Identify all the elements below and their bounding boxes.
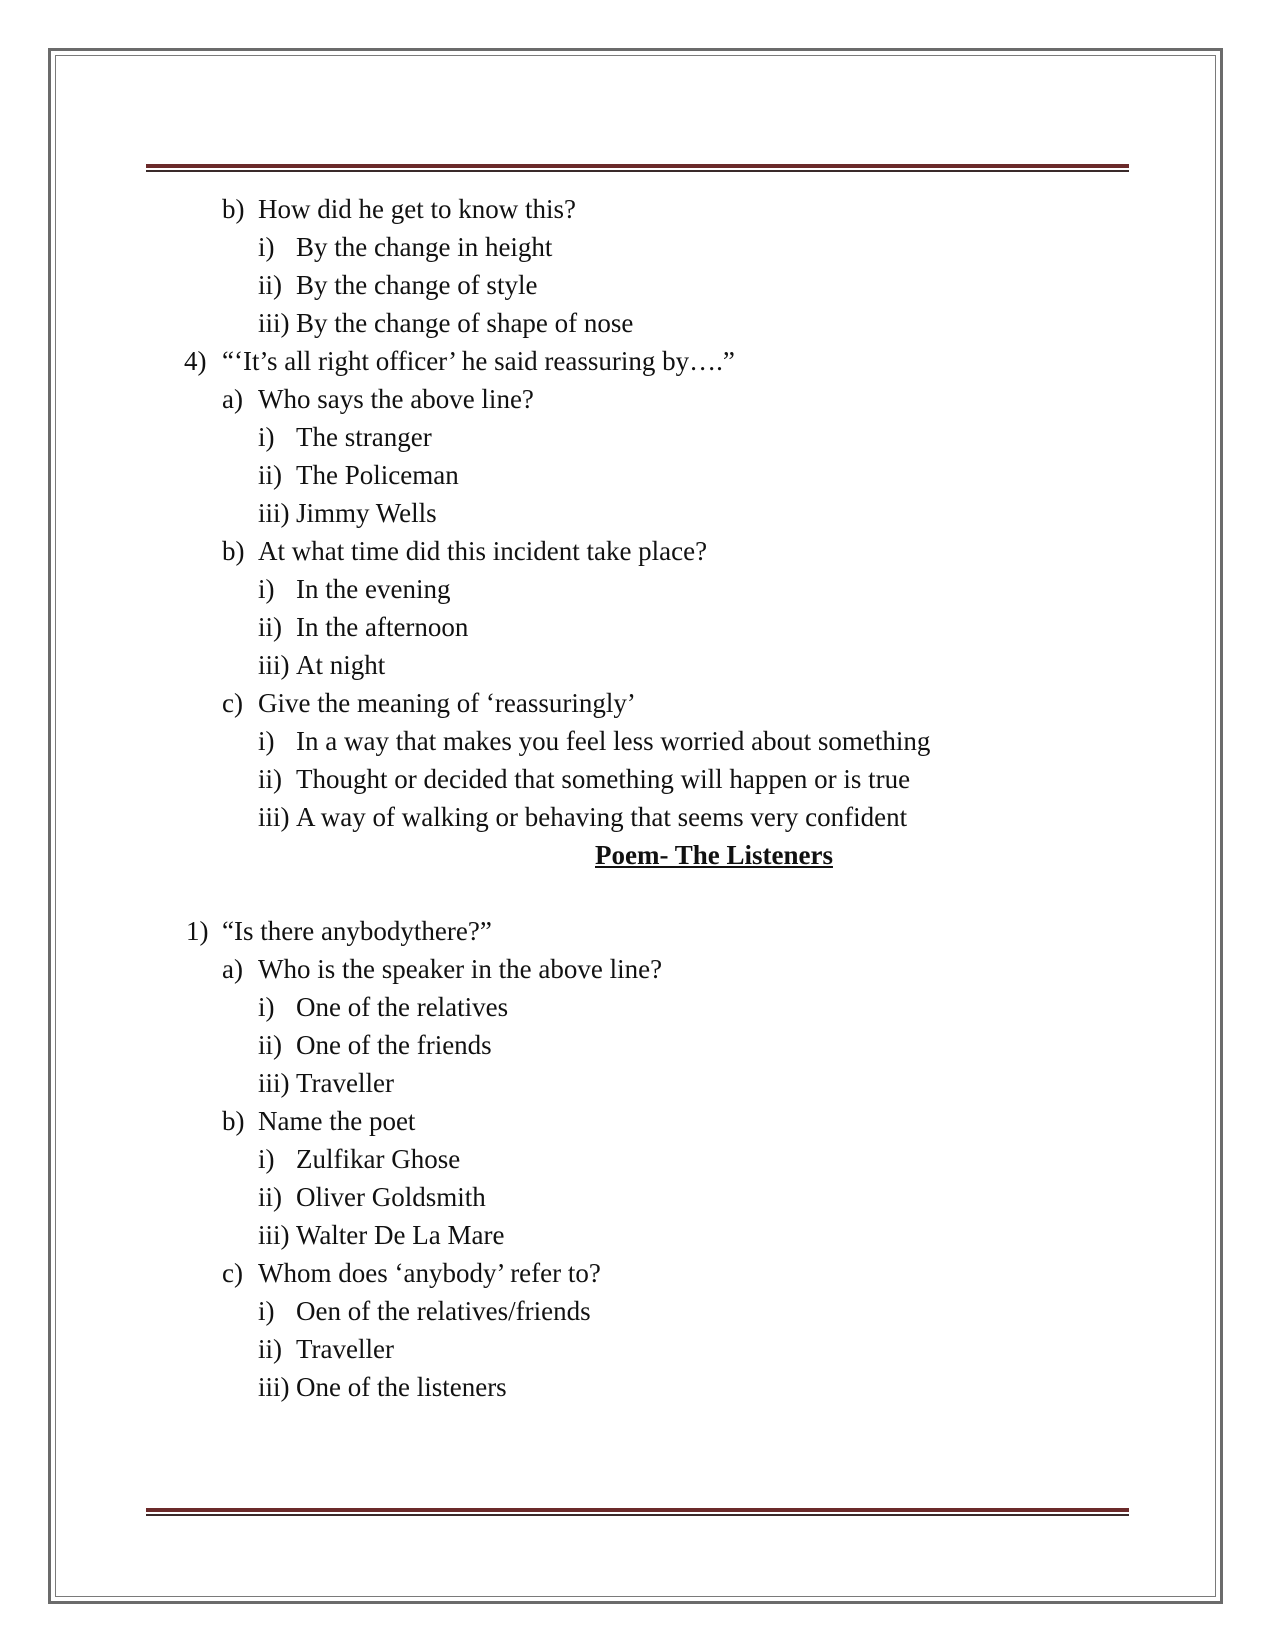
item-text: Zulfikar Ghose bbox=[296, 1144, 461, 1174]
item-text: Jimmy Wells bbox=[296, 498, 437, 528]
item-marker: i) bbox=[258, 992, 275, 1022]
item-text: At what time did this incident take place? bbox=[258, 536, 708, 566]
item-text: In the afternoon bbox=[296, 612, 469, 642]
item-text: How did he get to know this? bbox=[258, 194, 576, 224]
item-marker: 1) bbox=[186, 916, 209, 946]
item-marker: ii) bbox=[258, 1182, 282, 1212]
item-marker: iii) bbox=[258, 308, 290, 338]
item-marker: a) bbox=[222, 954, 243, 984]
item-marker: i) bbox=[258, 1144, 275, 1174]
item-marker: iii) bbox=[258, 1068, 290, 1098]
item-marker: iii) bbox=[258, 650, 290, 680]
item-marker: ii) bbox=[258, 1334, 282, 1364]
item-text: In the evening bbox=[296, 574, 451, 604]
item-text: Name the poet bbox=[258, 1106, 416, 1136]
item-marker: ii) bbox=[258, 460, 282, 490]
item-text: One of the relatives bbox=[296, 992, 509, 1022]
item-marker: i) bbox=[258, 1296, 275, 1326]
item-marker: b) bbox=[222, 536, 245, 566]
item-marker: iii) bbox=[258, 1220, 290, 1250]
item-text: “‘It’s all right officer’ he said reassuring by….” bbox=[222, 346, 735, 376]
item-text: Oliver Goldsmith bbox=[296, 1182, 486, 1212]
item-marker: c) bbox=[222, 688, 243, 718]
item-text: Thought or decided that something will happen or is true bbox=[296, 764, 911, 794]
item-text: Who says the above line? bbox=[258, 384, 534, 414]
item-text: The stranger bbox=[296, 422, 432, 452]
item-marker: ii) bbox=[258, 270, 282, 300]
item-text: Traveller bbox=[296, 1068, 394, 1098]
item-marker: i) bbox=[258, 232, 275, 262]
item-marker: b) bbox=[222, 1106, 245, 1136]
item-marker: iii) bbox=[258, 802, 290, 832]
item-marker: a) bbox=[222, 384, 243, 414]
item-text: Oen of the relatives/friends bbox=[296, 1296, 591, 1326]
item-text: A way of walking or behaving that seems very confident bbox=[296, 802, 908, 832]
item-marker: ii) bbox=[258, 1030, 282, 1060]
item-marker: 4) bbox=[184, 346, 207, 376]
item-marker: ii) bbox=[258, 612, 282, 642]
item-text: Give the meaning of ‘reassuringly’ bbox=[258, 688, 636, 718]
item-text: At night bbox=[296, 650, 386, 680]
item-marker: b) bbox=[222, 194, 245, 224]
section-heading: Poem- The Listeners bbox=[595, 840, 833, 870]
item-text: By the change of shape of nose bbox=[296, 308, 634, 338]
item-marker: i) bbox=[258, 574, 275, 604]
item-marker: c) bbox=[222, 1258, 243, 1288]
item-marker: i) bbox=[258, 422, 275, 452]
item-text: By the change of style bbox=[296, 270, 538, 300]
item-text: Walter De La Mare bbox=[296, 1220, 505, 1250]
header-rule bbox=[146, 164, 1129, 172]
item-text: In a way that makes you feel less worried about something bbox=[296, 726, 931, 756]
item-text: Traveller bbox=[296, 1334, 394, 1364]
item-text: Who is the speaker in the above line? bbox=[258, 954, 663, 984]
item-marker: ii) bbox=[258, 764, 282, 794]
item-text: One of the listeners bbox=[296, 1372, 507, 1402]
item-marker: iii) bbox=[258, 498, 290, 528]
item-text: By the change in height bbox=[296, 232, 553, 262]
item-text: One of the friends bbox=[296, 1030, 492, 1060]
item-text: The Policeman bbox=[296, 460, 459, 490]
item-marker: i) bbox=[258, 726, 275, 756]
footer-rule bbox=[146, 1508, 1129, 1516]
item-text: Whom does ‘anybody’ refer to? bbox=[258, 1258, 601, 1288]
item-text: “Is there anybodythere?” bbox=[222, 916, 492, 946]
item-marker: iii) bbox=[258, 1372, 290, 1402]
